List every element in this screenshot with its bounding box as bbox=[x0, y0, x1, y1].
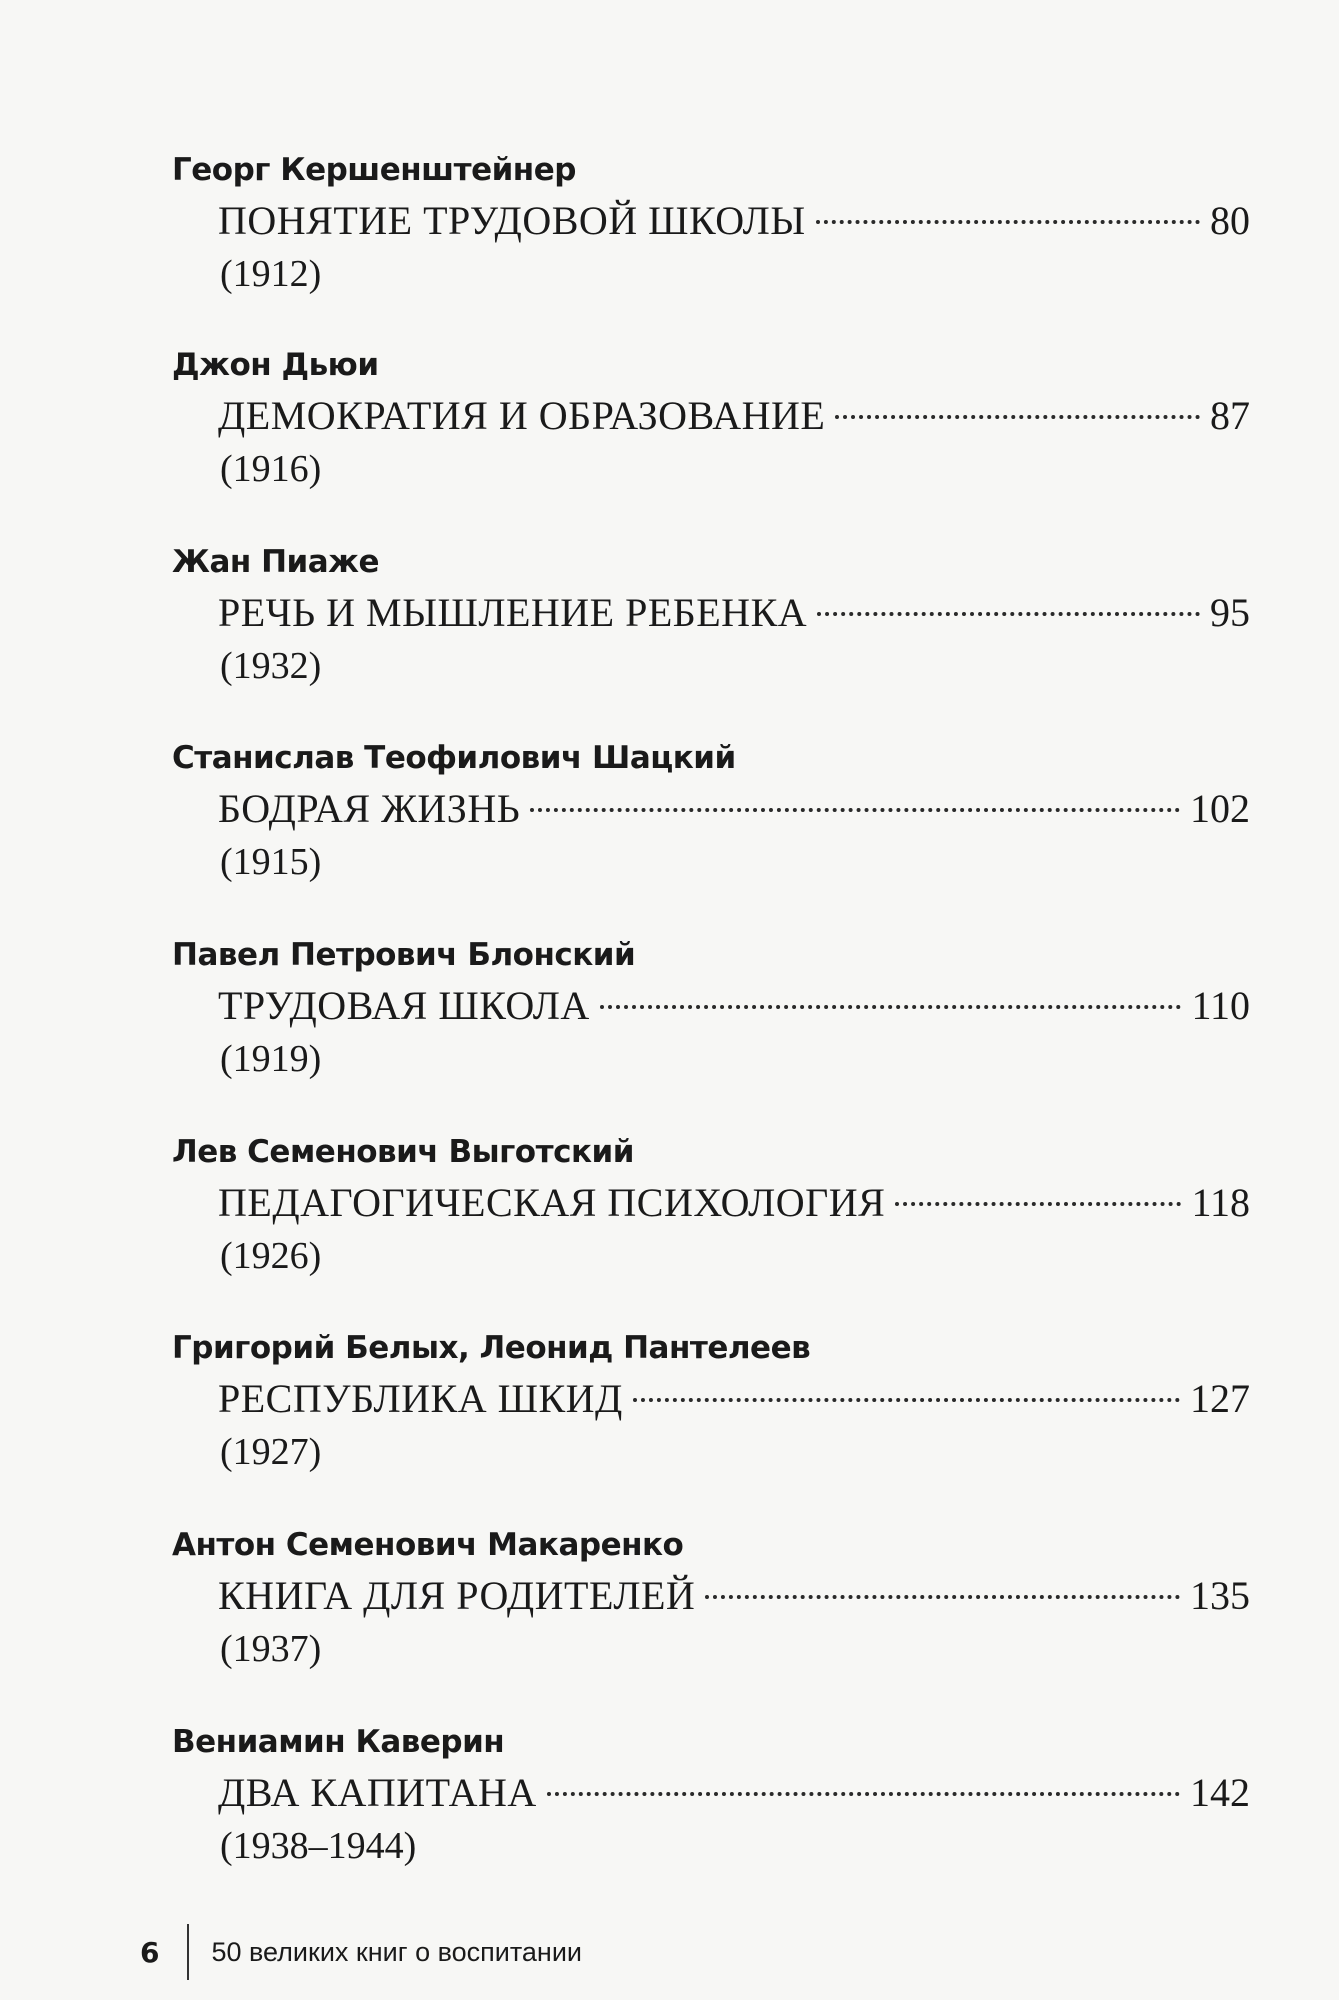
entry-author: Павел Петрович Блонский bbox=[172, 937, 636, 973]
entry-year: (1919) bbox=[220, 1038, 322, 1080]
entry-author: Лев Семенович Выготский bbox=[172, 1134, 634, 1170]
entry-year: (1926) bbox=[220, 1235, 322, 1277]
dot-leader bbox=[547, 1792, 1180, 1796]
dot-leader bbox=[633, 1398, 1180, 1402]
toc-entry bbox=[172, 935, 1252, 1085]
entry-title-line bbox=[218, 194, 1250, 248]
entry-title: ПОНЯТИЕ ТРУДОВОЙ ШКОЛЫ bbox=[218, 198, 806, 243]
entry-author: Джон Дьюи bbox=[172, 347, 379, 383]
page-footer bbox=[140, 1924, 582, 1980]
toc-entry bbox=[172, 738, 1252, 888]
entry-page-number: 135 bbox=[1190, 1573, 1250, 1618]
entry-year: (1916) bbox=[220, 448, 322, 490]
entry-author: Станислав Теофилович Шацкий bbox=[172, 740, 736, 776]
dot-leader bbox=[835, 415, 1200, 419]
footer-book-title: 50 великих книг о воспитании bbox=[211, 1936, 582, 1967]
toc-entry bbox=[172, 345, 1252, 495]
entry-page-number: 142 bbox=[1190, 1770, 1250, 1815]
toc-entry bbox=[172, 1722, 1252, 1872]
entry-title: ПЕДАГОГИЧЕСКАЯ ПСИХОЛОГИЯ bbox=[218, 1180, 886, 1225]
toc-entry bbox=[172, 1525, 1252, 1675]
entry-title: РЕСПУБЛИКА ШКИД bbox=[218, 1376, 623, 1421]
entry-year: (1912) bbox=[220, 253, 322, 295]
dot-leader bbox=[816, 220, 1200, 224]
entry-title: ДВА КАПИТАНА bbox=[218, 1770, 537, 1815]
entry-title: ДЕМОКРАТИЯ И ОБРАЗОВАНИЕ bbox=[218, 393, 826, 438]
entry-title-line bbox=[218, 979, 1250, 1033]
entry-title-line bbox=[218, 1569, 1250, 1623]
entry-title: БОДРАЯ ЖИЗНЬ bbox=[218, 786, 521, 831]
entry-year: (1938–1944) bbox=[220, 1825, 417, 1867]
dot-leader bbox=[817, 612, 1200, 616]
entry-author: Вениамин Каверин bbox=[172, 1724, 505, 1760]
entry-page-number: 80 bbox=[1210, 198, 1250, 243]
entry-page-number: 87 bbox=[1210, 393, 1250, 438]
entry-page-number: 110 bbox=[1191, 983, 1250, 1028]
dot-leader bbox=[705, 1595, 1180, 1599]
toc-entry bbox=[172, 1328, 1252, 1478]
dot-leader bbox=[895, 1202, 1181, 1206]
entry-title: ТРУДОВАЯ ШКОЛА bbox=[218, 983, 590, 1028]
entry-page-number: 127 bbox=[1190, 1376, 1250, 1421]
entry-title-line bbox=[218, 1372, 1250, 1426]
footer-page-number: 6 bbox=[140, 1935, 160, 1969]
entry-page-number: 118 bbox=[1191, 1180, 1250, 1225]
dot-leader bbox=[600, 1005, 1182, 1009]
entry-title-line bbox=[218, 586, 1250, 640]
entry-title-line bbox=[218, 1176, 1250, 1230]
entry-author: Георг Кершенштейнер bbox=[172, 152, 576, 188]
entry-author: Григорий Белых, Леонид Пантелеев bbox=[172, 1330, 811, 1366]
entry-year: (1927) bbox=[220, 1431, 322, 1473]
dot-leader bbox=[530, 808, 1180, 812]
toc-entry bbox=[172, 542, 1252, 692]
entry-title-line bbox=[218, 389, 1250, 443]
toc-entry bbox=[172, 150, 1252, 300]
entry-author: Антон Семенович Макаренко bbox=[172, 1527, 684, 1563]
entry-title-line bbox=[218, 1766, 1250, 1820]
entry-title: РЕЧЬ И МЫШЛЕНИЕ РЕБЕНКА bbox=[218, 590, 808, 635]
footer-divider bbox=[187, 1924, 189, 1980]
entry-title: КНИГА ДЛЯ РОДИТЕЛЕЙ bbox=[218, 1573, 696, 1618]
entry-year: (1932) bbox=[220, 645, 322, 687]
entry-year: (1915) bbox=[220, 841, 322, 883]
entry-page-number: 95 bbox=[1210, 590, 1250, 635]
entry-year: (1937) bbox=[220, 1628, 322, 1670]
entry-title-line bbox=[218, 782, 1250, 836]
entry-page-number: 102 bbox=[1190, 786, 1250, 831]
toc-entry bbox=[172, 1132, 1252, 1282]
entry-author: Жан Пиаже bbox=[172, 544, 380, 580]
